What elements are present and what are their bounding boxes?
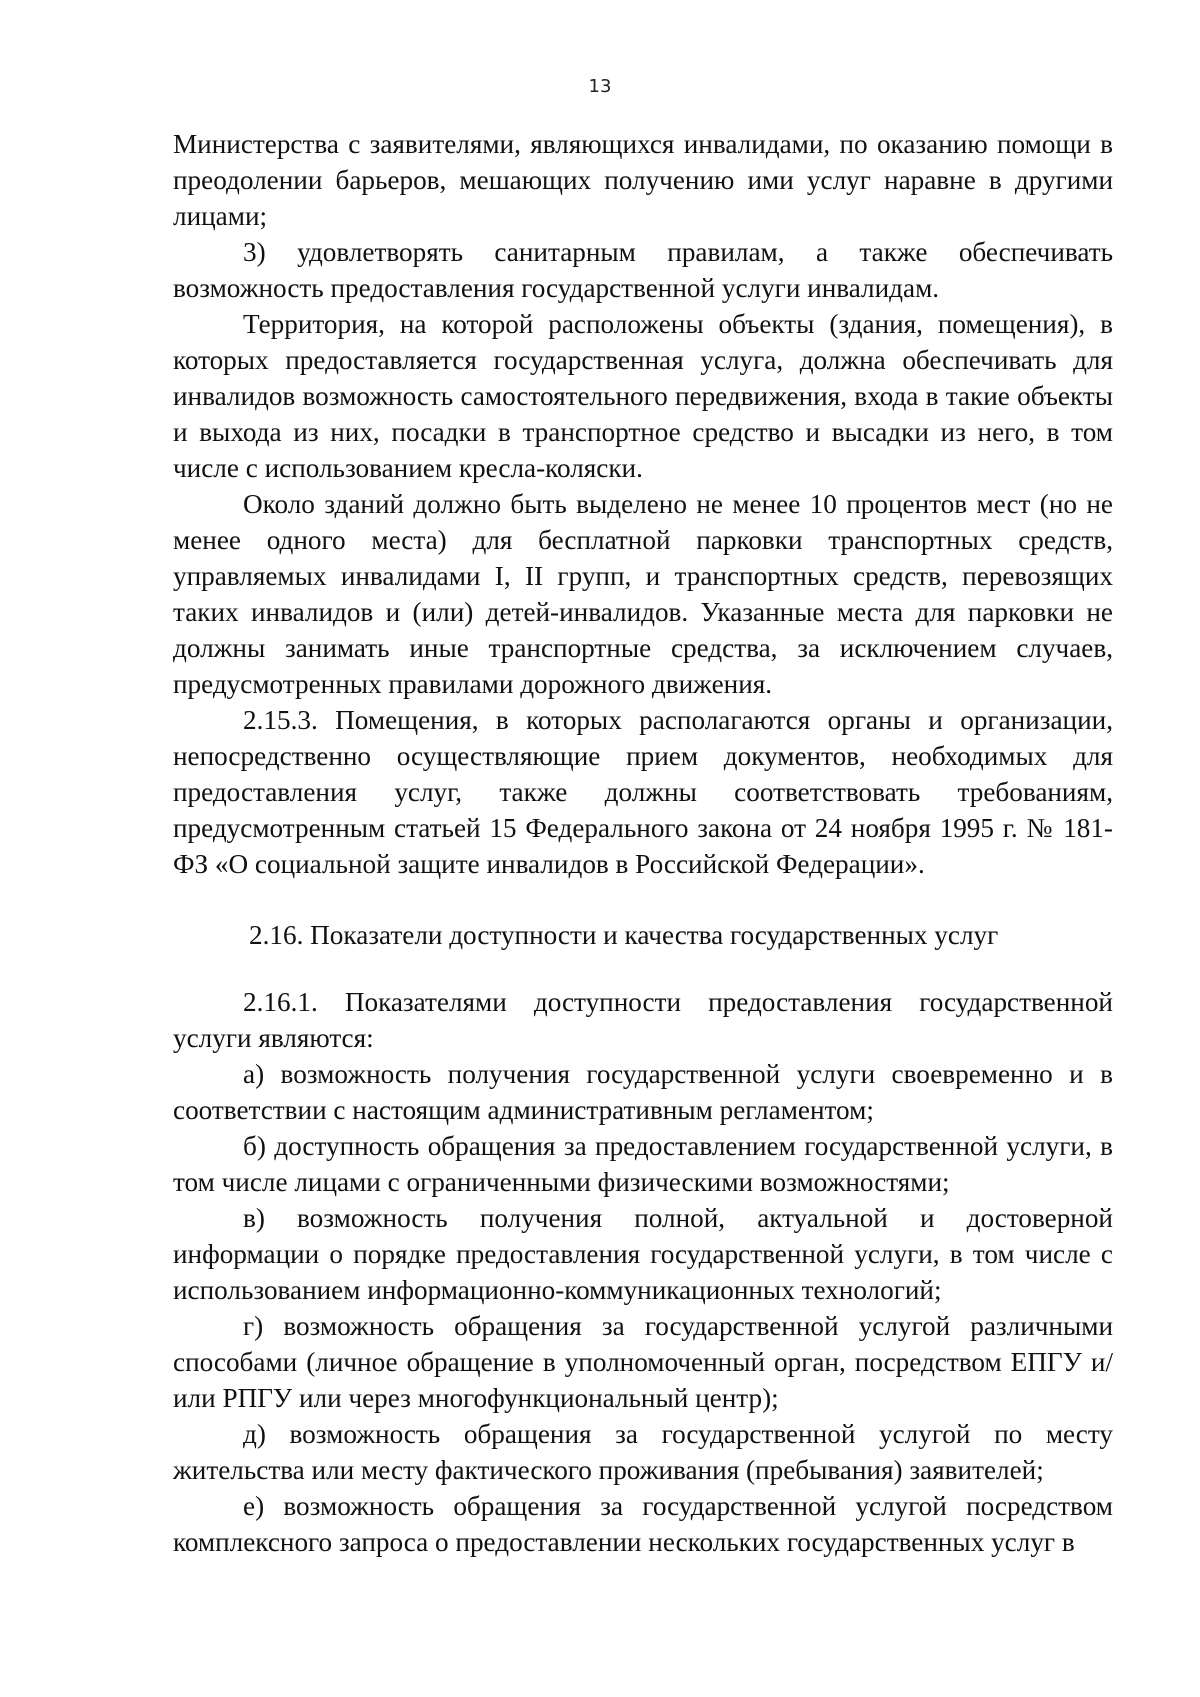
paragraph: Территория, на которой расположены объекты (здания, помещения), в которых предоставляется государственная услуга, должна обеспечивать для инвалидов возможность самостоятельного передвижения, входа в такие объекты и выхода из них, посадки в транспортное средство и высадки из него, в том числе с использованием кресла-коляски. <box>173 309 1113 483</box>
paragraph: Около зданий должно быть выделено не менее 10 процентов мест (но не менее одного места) для бесплатной парковки транспортных средств, управляемых инвалидами I, II групп, и транспортных средств, перевозящих таких инвалидов и (или) детей-инвалидов. Указанные места для парковки не должны занимать иные транспортные средства, за исключением случаев, предусмотренных правилами дорожного движения. <box>173 489 1113 699</box>
list-item: а) возможность получения государственной услуги своевременно и в соответствии с настоящим административным регламентом; <box>173 1059 1113 1125</box>
paragraph: 2.16.1. Показателями доступности предоставления государственной услуги являются: <box>173 987 1113 1053</box>
section-heading: 2.16. Показатели доступности и качества государственных услуг <box>249 920 999 950</box>
paragraph: Министерства с заявителями, являющихся инвалидами, по оказанию помощи в преодолении барьеров, мешающих получению ими услуг наравне в другими лицами; <box>173 129 1113 231</box>
paragraph: 2.15.3. Помещения, в которых располагаются органы и организации, непосредственно осуществляющие прием документов, необходимых для предоставления услуг, также должны соответствовать требованиям, предусмотренным статьей 15 Федерального закона от 24 ноября 1995 г. № 181-ФЗ «О социальной защите инвалидов в Российской Федерации». <box>173 705 1113 879</box>
list-item: в) возможность получения полной, актуальной и достоверной информации о порядке предоставления государственной услуги, в том числе с использованием информационно-коммуникационных технологий; <box>173 1203 1113 1305</box>
paragraph: 3) удовлетворять санитарным правилам, а также обеспечивать возможность предоставления государственной услуги инвалидам. <box>173 237 1113 303</box>
list-item: г) возможность обращения за государственной услугой различными способами (личное обращение в уполномоченный орган, посредством ЕПГУ и/или РПГУ или через многофункциональный центр); <box>173 1311 1113 1413</box>
list-item: е) возможность обращения за государственной услугой посредством комплексного запроса о предоставлении нескольких государственных услуг в <box>173 1491 1113 1557</box>
page-body <box>173 126 1113 1560</box>
list-item: б) доступность обращения за предоставлением государственной услуги, в том числе лицами с ограниченными физическими возможностями; <box>173 1131 1113 1197</box>
page-number: 13 <box>588 76 612 97</box>
list-item: д) возможность обращения за государственной услугой по месту жительства или месту фактического проживания (пребывания) заявителей; <box>173 1419 1113 1485</box>
